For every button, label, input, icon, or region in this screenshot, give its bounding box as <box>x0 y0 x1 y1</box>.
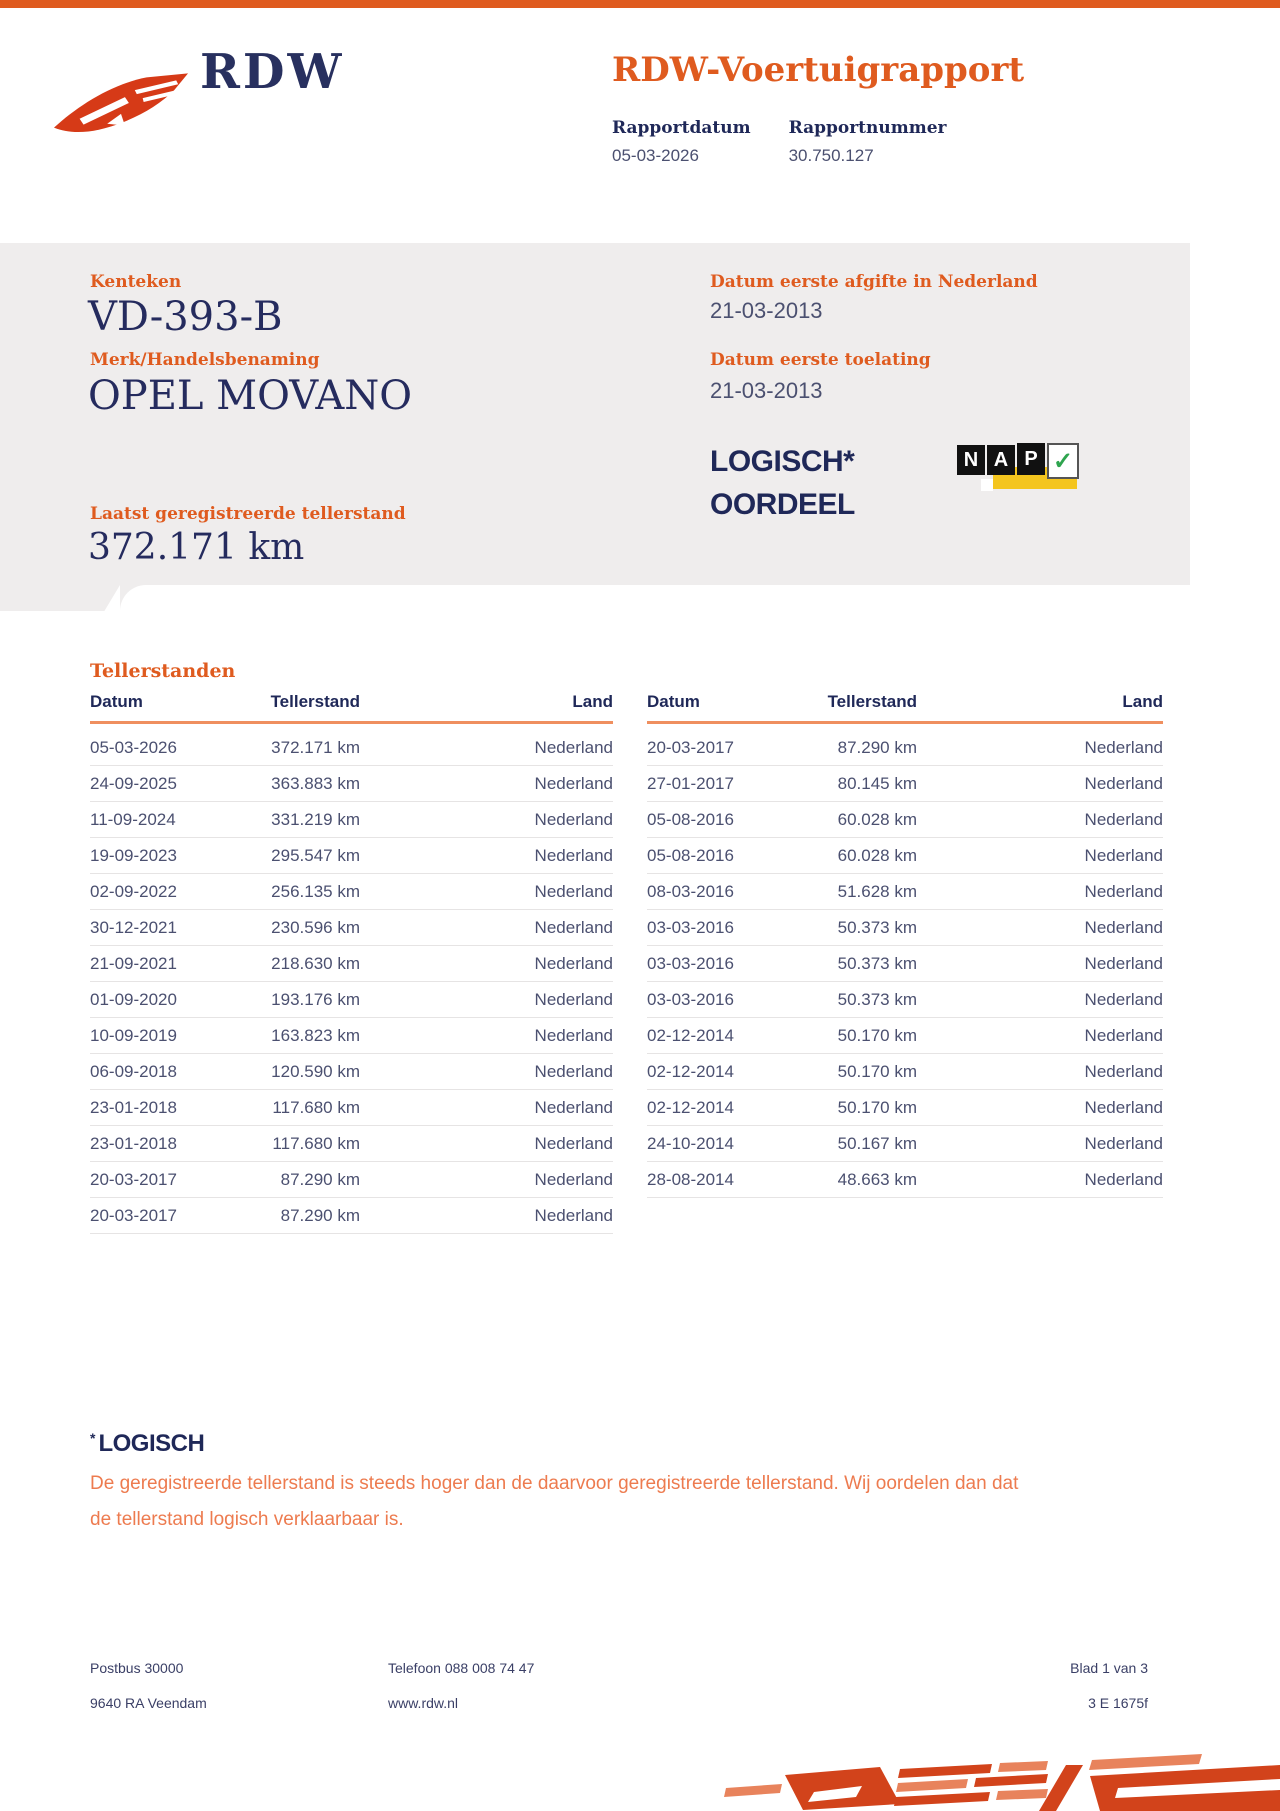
row-land: Nederland <box>534 1169 613 1189</box>
row-land: Nederland <box>534 1205 613 1225</box>
row-date: 23-01-2018 <box>90 1097 177 1117</box>
merk-value: OPEL MOVANO <box>88 373 413 419</box>
row-date: 21-09-2021 <box>90 953 177 973</box>
row-tellerstand: 48.663 km <box>837 1169 917 1189</box>
row-date: 05-08-2016 <box>647 809 734 829</box>
row-land: Nederland <box>534 845 613 865</box>
top-accent-bar <box>0 0 1280 8</box>
row-tellerstand: 87.290 km <box>280 1169 360 1189</box>
table-row <box>647 730 1163 766</box>
footer-address-line1: Postbus 30000 <box>90 1660 184 1676</box>
row-date: 08-03-2016 <box>647 881 734 901</box>
table-row <box>647 1162 1163 1198</box>
row-land: Nederland <box>534 1025 613 1045</box>
row-land: Nederland <box>534 1133 613 1153</box>
report-number-value: 30.750.127 <box>788 146 874 165</box>
row-tellerstand: 50.167 km <box>837 1133 917 1153</box>
row-tellerstand: 218.630 km <box>271 953 360 973</box>
row-land: Nederland <box>1084 845 1163 865</box>
row-land: Nederland <box>1084 953 1163 973</box>
row-land: Nederland <box>1084 1169 1163 1189</box>
report-number-block <box>789 118 947 166</box>
header-tellerstand: Tellerstand <box>270 692 360 711</box>
rdw-logo-text: RDW <box>200 44 345 100</box>
table-body-right <box>647 730 1163 1198</box>
row-date: 03-03-2016 <box>647 953 734 973</box>
footer-page-info: Blad 1 van 3 <box>1070 1660 1148 1676</box>
toelating-label: Datum eerste toelating <box>710 350 931 370</box>
table-row <box>647 910 1163 946</box>
row-tellerstand: 163.823 km <box>271 1025 360 1045</box>
nap-white-notch <box>981 479 993 491</box>
row-date: 11-09-2024 <box>90 809 176 829</box>
table-row <box>647 982 1163 1018</box>
row-land: Nederland <box>1084 989 1163 1009</box>
header-tellerstand: Tellerstand <box>827 692 917 711</box>
row-date: 30-12-2021 <box>90 917 177 937</box>
row-date: 20-03-2017 <box>647 737 734 757</box>
row-land: Nederland <box>1084 881 1163 901</box>
row-land: Nederland <box>534 1097 613 1117</box>
row-land: Nederland <box>534 773 613 793</box>
row-land: Nederland <box>534 809 613 829</box>
row-tellerstand: 117.680 km <box>272 1097 360 1117</box>
table-row <box>90 910 613 946</box>
row-tellerstand: 117.680 km <box>272 1133 360 1153</box>
odometer-table-right <box>647 692 1163 1198</box>
row-tellerstand: 60.028 km <box>837 845 917 865</box>
oordeel-line1: LOGISCH* <box>710 445 855 478</box>
table-header-row <box>90 692 613 724</box>
footer-doc-code: 3 E 1675f <box>1088 1695 1148 1711</box>
row-date: 06-09-2018 <box>90 1061 177 1081</box>
table-row <box>647 1018 1163 1054</box>
row-land: Nederland <box>1084 1133 1163 1153</box>
row-tellerstand: 50.373 km <box>837 953 917 973</box>
row-date: 05-08-2016 <box>647 845 734 865</box>
row-tellerstand: 87.290 km <box>280 1205 360 1225</box>
row-date: 27-01-2017 <box>647 773 734 793</box>
table-row <box>647 1090 1163 1126</box>
row-tellerstand: 50.170 km <box>837 1061 917 1081</box>
table-row <box>90 802 613 838</box>
oordeel-line2: OORDEEL <box>710 488 855 521</box>
report-title: RDW-Voertuigrapport <box>612 50 1025 90</box>
odometer-tables <box>90 692 1163 1234</box>
odometer-table-left <box>90 692 613 1234</box>
row-tellerstand: 230.596 km <box>271 917 360 937</box>
kenteken-value: VD-393-B <box>88 294 283 340</box>
nap-letter-p: P <box>1017 443 1045 475</box>
table-header-row <box>647 692 1163 724</box>
rdw-logo-swoosh-icon <box>52 68 190 138</box>
table-row <box>90 838 613 874</box>
row-date: 05-03-2026 <box>90 737 177 757</box>
table-row <box>90 946 613 982</box>
row-date: 28-08-2014 <box>647 1169 734 1189</box>
tellerstanden-section-title: Tellerstanden <box>90 660 236 682</box>
row-land: Nederland <box>1084 1061 1163 1081</box>
report-date-value: 05-03-2026 <box>612 146 699 165</box>
row-land: Nederland <box>1084 737 1163 757</box>
row-land: Nederland <box>1084 1097 1163 1117</box>
row-tellerstand: 193.176 km <box>271 989 360 1009</box>
row-date: 10-09-2019 <box>90 1025 177 1045</box>
table-row <box>90 1054 613 1090</box>
row-date: 19-09-2023 <box>90 845 177 865</box>
row-date: 02-12-2014 <box>647 1097 734 1117</box>
table-row <box>90 1198 613 1234</box>
row-land: Nederland <box>1084 1025 1163 1045</box>
tellerstand-label: Laatst geregistreerde tellerstand <box>90 504 406 524</box>
row-land: Nederland <box>1084 917 1163 937</box>
row-date: 20-03-2017 <box>90 1169 177 1189</box>
header-land: Land <box>1122 692 1163 711</box>
row-date: 01-09-2020 <box>90 989 177 1009</box>
header-datum: Datum <box>90 692 143 711</box>
table-row <box>647 802 1163 838</box>
row-date: 24-09-2025 <box>90 773 177 793</box>
row-land: Nederland <box>534 917 613 937</box>
table-row <box>90 1126 613 1162</box>
row-tellerstand: 331.219 km <box>271 809 360 829</box>
row-date: 20-03-2017 <box>90 1205 177 1225</box>
row-date: 02-12-2014 <box>647 1025 734 1045</box>
header-land: Land <box>572 692 613 711</box>
row-tellerstand: 60.028 km <box>837 809 917 829</box>
row-land: Nederland <box>534 737 613 757</box>
table-row <box>90 982 613 1018</box>
row-tellerstand: 50.373 km <box>837 989 917 1009</box>
row-tellerstand: 51.628 km <box>837 881 917 901</box>
table-row <box>647 874 1163 910</box>
logisch-note-title: LOGISCH <box>98 1430 205 1457</box>
nap-letter-n: N <box>957 445 985 475</box>
row-date: 24-10-2014 <box>647 1133 734 1153</box>
row-date: 02-12-2014 <box>647 1061 734 1081</box>
logisch-note-heading <box>90 1430 204 1458</box>
row-land: Nederland <box>1084 773 1163 793</box>
table-row <box>647 946 1163 982</box>
row-land: Nederland <box>534 989 613 1009</box>
footer-phone: Telefoon 088 008 74 47 <box>388 1660 535 1676</box>
table-row <box>90 1162 613 1198</box>
report-date-label: Rapportdatum <box>612 118 751 138</box>
footer-graphic <box>700 1752 1280 1811</box>
row-tellerstand: 87.290 km <box>837 737 917 757</box>
kenteken-label: Kenteken <box>90 272 182 292</box>
report-meta <box>612 118 947 166</box>
afgifte-value: 21-03-2013 <box>710 298 823 323</box>
afgifte-label: Datum eerste afgifte in Nederland <box>710 272 1038 292</box>
row-date: 03-03-2016 <box>647 917 734 937</box>
table-row <box>90 1090 613 1126</box>
nap-logo <box>955 443 1079 495</box>
row-tellerstand: 50.373 km <box>837 917 917 937</box>
footer-website: www.rdw.nl <box>388 1695 459 1711</box>
row-date: 02-09-2022 <box>90 881 177 901</box>
row-land: Nederland <box>534 1061 613 1081</box>
toelating-value: 21-03-2013 <box>710 378 823 403</box>
table-body-left <box>90 730 613 1234</box>
row-tellerstand: 256.135 km <box>271 881 360 901</box>
logisch-note-text: De geregistreerde tellerstand is steeds hoger dan de daarvoor geregistreerde tellerstand. Wij oordelen dan dat de tellerstand logisch verklaarbaar is. <box>90 1473 1019 1530</box>
table-row <box>90 730 613 766</box>
row-tellerstand: 372.171 km <box>271 737 360 757</box>
header-datum: Datum <box>647 692 700 711</box>
nap-letter-a: A <box>987 445 1015 475</box>
row-tellerstand: 50.170 km <box>837 1097 917 1117</box>
footer-address-line2: 9640 RA Veendam <box>90 1695 207 1711</box>
table-row <box>90 766 613 802</box>
table-row <box>90 1018 613 1054</box>
merk-label: Merk/Handelsbenaming <box>90 350 320 370</box>
asterisk: * <box>90 1430 96 1446</box>
row-tellerstand: 50.170 km <box>837 1025 917 1045</box>
table-row <box>647 766 1163 802</box>
table-row <box>647 1126 1163 1162</box>
tellerstand-value: 372.171 km <box>88 527 305 568</box>
report-number-label: Rapportnummer <box>788 118 947 138</box>
row-land: Nederland <box>534 881 613 901</box>
oordeel-heading <box>710 440 855 526</box>
table-row <box>647 838 1163 874</box>
row-tellerstand: 295.547 km <box>271 845 360 865</box>
panel-notch <box>0 585 120 611</box>
row-land: Nederland <box>534 953 613 973</box>
row-tellerstand: 363.883 km <box>271 773 360 793</box>
row-date: 03-03-2016 <box>647 989 734 1009</box>
row-tellerstand: 80.145 km <box>837 773 917 793</box>
row-land: Nederland <box>1084 809 1163 829</box>
row-date: 23-01-2018 <box>90 1133 177 1153</box>
report-date-block <box>612 118 751 166</box>
table-row <box>90 874 613 910</box>
nap-check-icon: ✓ <box>1047 443 1079 479</box>
row-tellerstand: 120.590 km <box>271 1061 360 1081</box>
table-row <box>647 1054 1163 1090</box>
